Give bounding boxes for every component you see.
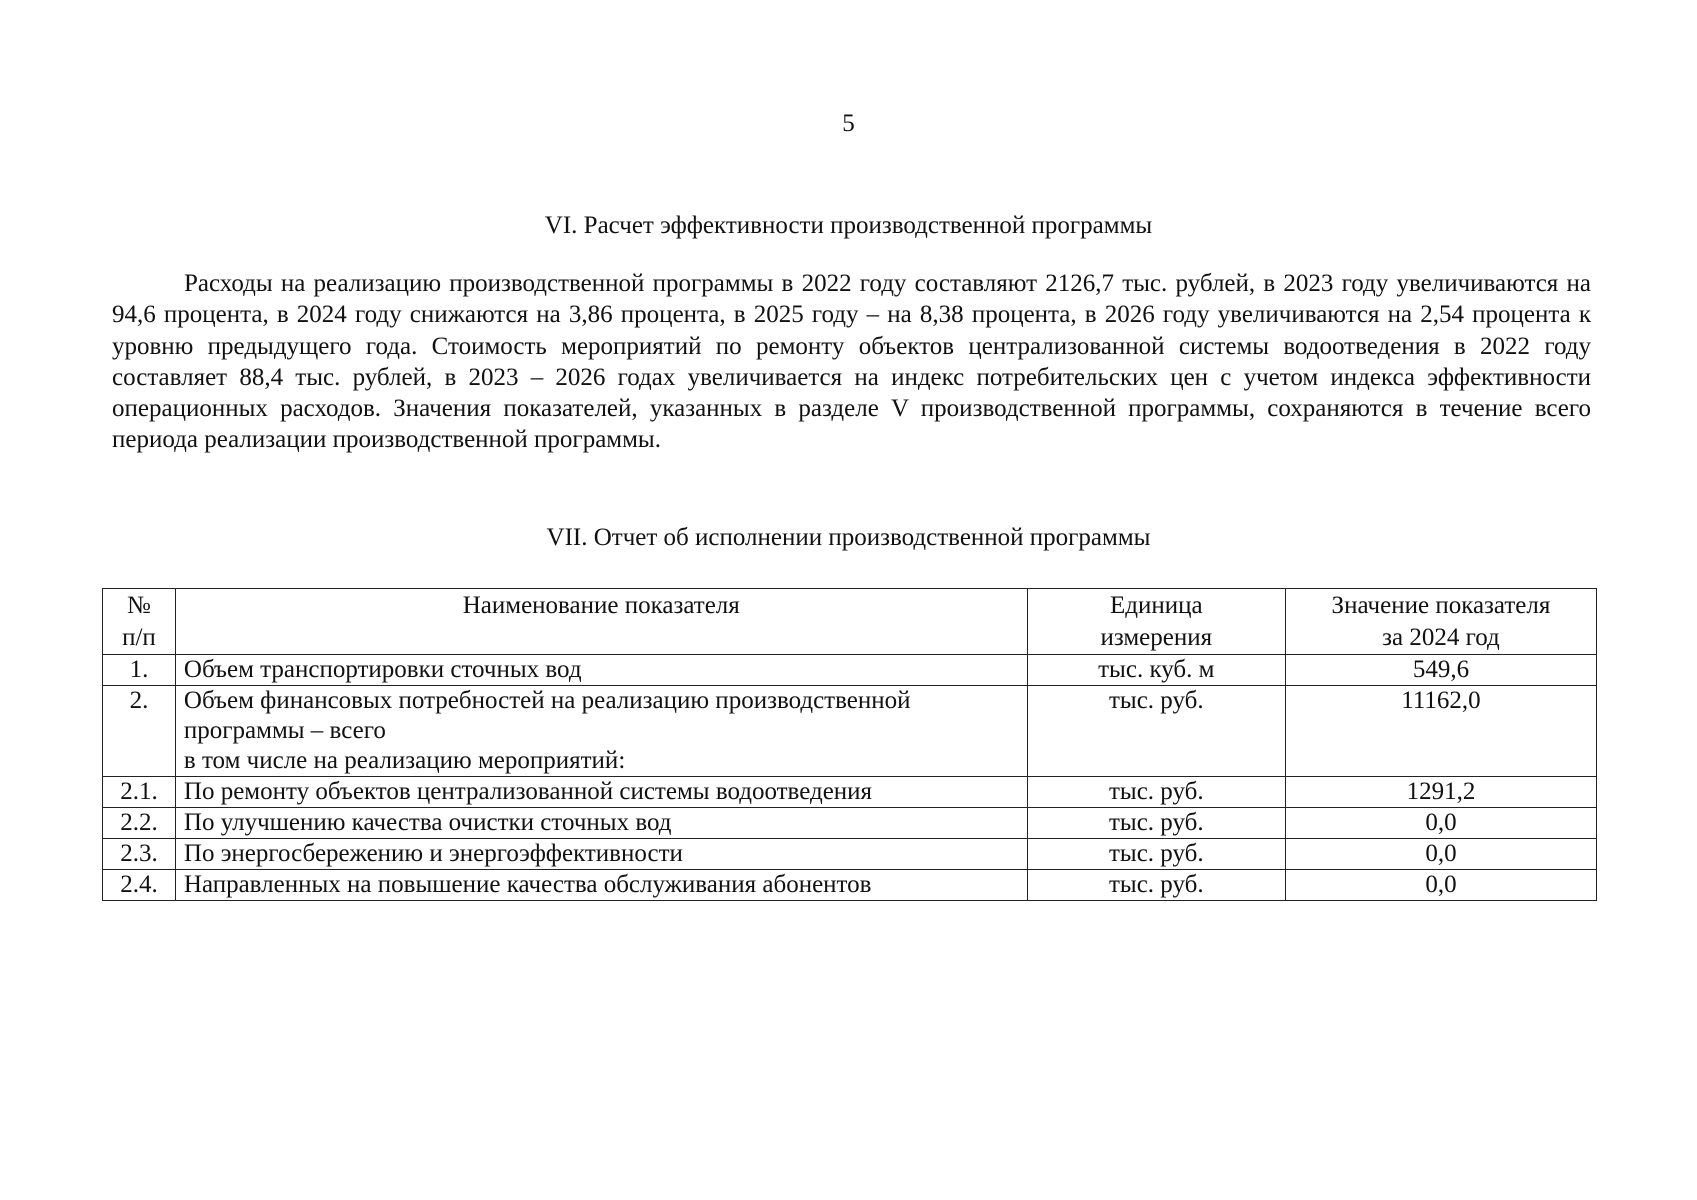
row-name: По улучшению качества очистки сточных вод xyxy=(175,808,1027,839)
table-row xyxy=(103,655,1597,686)
row-value: 0,0 xyxy=(1285,839,1596,870)
table-row xyxy=(103,839,1597,870)
row-unit: тыс. руб. xyxy=(1027,808,1285,839)
header-unit: Единица измерения xyxy=(1027,589,1285,655)
table-row xyxy=(103,808,1597,839)
table-row xyxy=(103,777,1597,808)
row-unit: тыс. руб. xyxy=(1027,839,1285,870)
header-value: Значение показателя за 2024 год xyxy=(1285,589,1596,655)
section-vi-paragraph: Расходы на реализацию производственной программы в 2022 году составляют 2126,7 тыс. рублей, в 2023 году увеличиваются на 94,6 процента, в 2024 году снижаются на 3,86 процента, в 2025 году – на 8,38 процента, в 2026 году увеличиваются на 2,54 процента к уровню предыдущего года. Стоимость мероприятий по ремонту объектов централизованной системы водоотведения в 2022 году составляет 88,4 тыс. рублей, в 2023 – 2026 годах увеличивается на индекс потребительских цен с учетом индекса эффективности операционных расходов. Значения показателей, указанных в разделе V производственной программы, сохраняются в течение всего периода реализации производственной программы. xyxy=(112,270,1591,454)
report-table xyxy=(102,588,1597,901)
row-value: 0,0 xyxy=(1285,870,1596,901)
header-name: Наименование показателя xyxy=(175,589,1027,655)
row-unit: тыс. руб. xyxy=(1027,777,1285,808)
row-num: 2.4. xyxy=(103,870,176,901)
section-vi-title: VI. Расчет эффективности производственной программы xyxy=(544,212,1153,239)
row-value: 0,0 xyxy=(1285,808,1596,839)
row-unit: тыс. руб. xyxy=(1027,870,1285,901)
row-value: 11162,0 xyxy=(1285,686,1596,777)
row-num: 2.3. xyxy=(103,839,176,870)
row-unit: тыс. руб. xyxy=(1027,686,1285,777)
row-num: 2.2. xyxy=(103,808,176,839)
row-name: Объем транспортировки сточных вод xyxy=(175,655,1027,686)
row-name: Направленных на повышение качества обслуживания абонентов xyxy=(175,870,1027,901)
page-number: 5 xyxy=(842,110,855,137)
row-num: 2.1. xyxy=(103,777,176,808)
table-header-row xyxy=(103,589,1597,655)
row-unit: тыс. куб. м xyxy=(1027,655,1285,686)
row-value: 549,6 xyxy=(1285,655,1596,686)
row-num: 1. xyxy=(103,655,176,686)
row-name: По энергосбережению и энергоэффективности xyxy=(175,839,1027,870)
header-num: № п/п xyxy=(103,589,176,655)
row-name: Объем финансовых потребностей на реализацию производственной программы – всего в том числе на реализацию мероприятий: xyxy=(175,686,1027,777)
row-value: 1291,2 xyxy=(1285,777,1596,808)
table-row xyxy=(103,870,1597,901)
section-vii-title: VII. Отчет об исполнении производственной программы xyxy=(546,524,1151,551)
row-name: По ремонту объектов централизованной системы водоотведения xyxy=(175,777,1027,808)
row-num: 2. xyxy=(103,686,176,777)
table-row xyxy=(103,686,1597,777)
